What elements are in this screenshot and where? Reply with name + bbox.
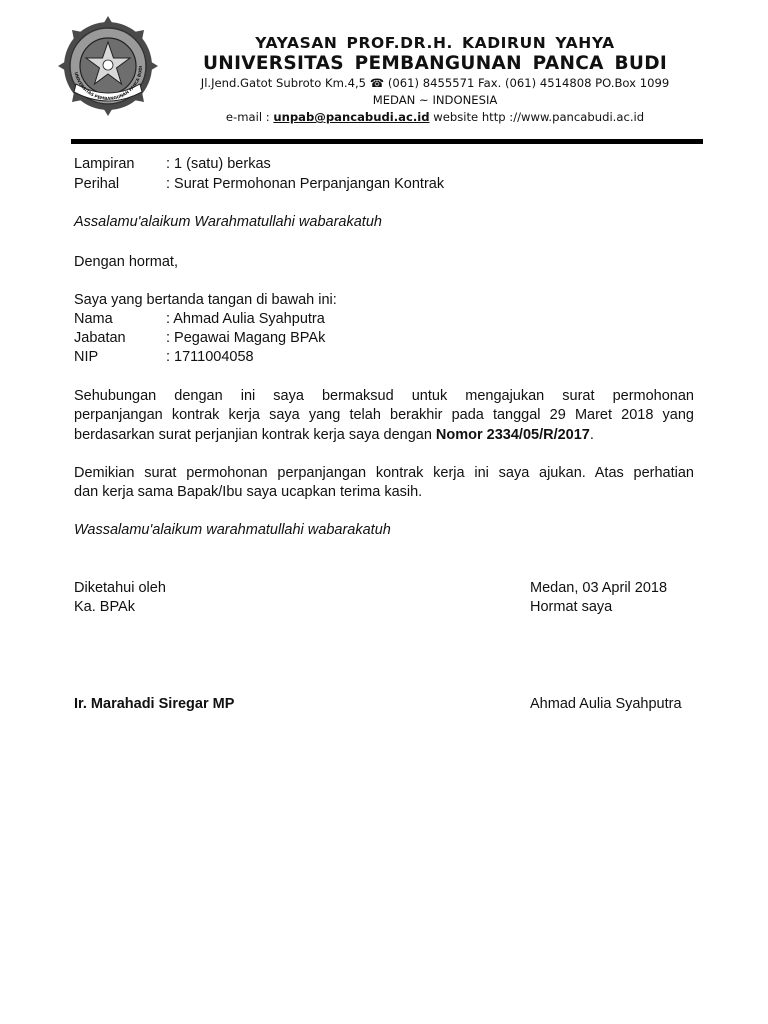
left-sign-line1: Diketahui oleh xyxy=(74,580,166,596)
email-label: e-mail : xyxy=(225,110,270,124)
subject-label: Perihal xyxy=(74,176,120,192)
nip-label: NIP xyxy=(74,349,99,365)
right-sign-line2: Hormat saya xyxy=(530,599,613,615)
right-signatory-name: Ahmad Aulia Syahputra xyxy=(530,696,682,712)
opening-greeting: Assalamu'alaikum Warahmatullahi wabarakatuh xyxy=(74,214,382,230)
contract-number: Nomor 2334/05/R/2017 xyxy=(435,426,590,443)
left-sign-line2: Ka. BPAk xyxy=(74,599,135,615)
address-line: Jl.Jend.Gatot Subroto Km.4,5 ☎ (061) 8455571 Fax. (061) 4514808 PO.Box 1099 xyxy=(200,76,670,90)
email-link[interactable]: unpab@pancabudi.ac.id xyxy=(273,110,430,124)
name-value: : Ahmad Aulia Syahputra xyxy=(166,311,325,327)
paragraph-line: perpanjangan kontrak kerja saya yang telah berakhir pada tanggal 29 Maret 2018 yang xyxy=(74,407,694,424)
intro-line: Saya yang bertanda tangan di bawah ini: xyxy=(74,292,337,308)
website-text: website http ://www.pancabudi.ac.id xyxy=(433,110,645,124)
paragraph-text: berdasarkan surat perjanjian kontrak kerja saya dengan xyxy=(74,426,432,443)
closing-greeting: Wassalamu'alaikum warahmatullahi wabarakatuh xyxy=(74,522,391,538)
paragraph-line: Demikian surat permohonan perpanjangan kontrak kerja ini saya ajukan. Atas perhatian xyxy=(74,465,694,481)
nip-value: : 1711004058 xyxy=(166,349,254,365)
paragraph-line: Sehubungan dengan ini saya bermaksud untuk mengajukan surat permohonan xyxy=(74,388,694,404)
letterhead-divider xyxy=(71,139,703,144)
left-signatory-name: Ir. Marahadi Siregar MP xyxy=(74,696,235,712)
university-name: UNIVERSITAS PEMBANGUNAN PANCA BUDI xyxy=(202,53,668,74)
paragraph-punct: . xyxy=(589,426,594,443)
position-label: Jabatan xyxy=(74,330,126,346)
letterhead xyxy=(175,33,695,126)
position-value: : Pegawai Magang BPAk xyxy=(166,330,326,346)
city-line: MEDAN ~ INDONESIA xyxy=(372,93,498,107)
paragraph-line xyxy=(74,426,694,445)
body-paragraph-request xyxy=(74,387,694,445)
university-logo xyxy=(56,14,160,118)
salutation: Dengan hormat, xyxy=(74,254,178,270)
body-paragraph-closing xyxy=(74,464,694,503)
contact-line xyxy=(175,109,695,126)
name-label: Nama xyxy=(74,311,113,327)
attachment-label: Lampiran xyxy=(74,156,135,172)
attachment-value: : 1 (satu) berkas xyxy=(166,156,271,172)
subject-value: : Surat Permohonan Perpanjangan Kontrak xyxy=(166,176,445,192)
paragraph-line: dan kerja sama Bapak/Ibu saya ucapkan terima kasih. xyxy=(74,484,423,501)
foundation-name: YAYASAN PROF.DR.H. KADIRUN YAHYA xyxy=(255,34,615,52)
right-sign-line1: Medan, 03 April 2018 xyxy=(530,580,668,596)
logo-ribbon-text: UNIVERSITAS PEMBANGUNAN PANCA BUDI xyxy=(73,65,144,102)
